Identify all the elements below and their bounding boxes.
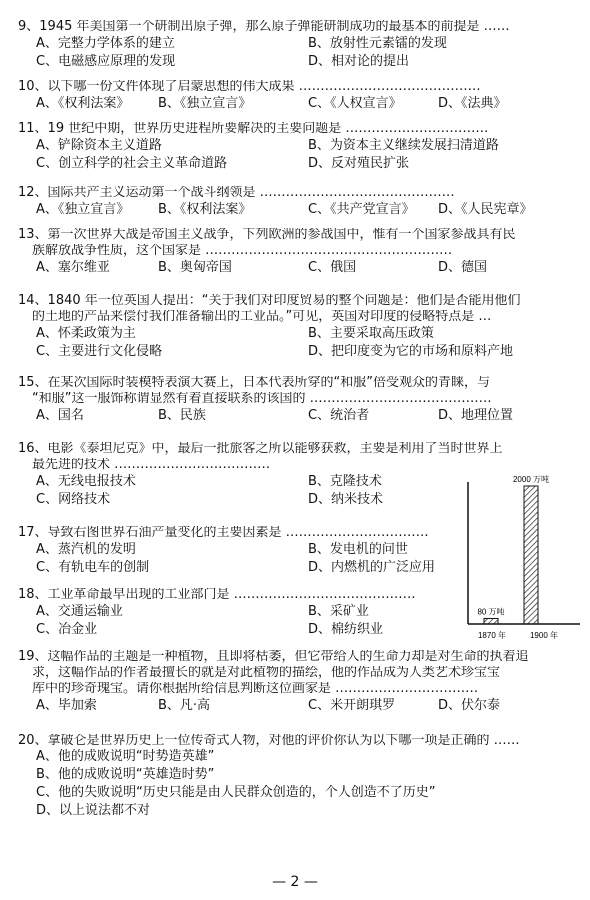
option-d[interactable]: D、纳米技术 [308, 492, 384, 507]
option-d[interactable]: D、相对论的提出 [308, 54, 410, 69]
chart-data-label-high: 2000 万吨 [512, 475, 550, 484]
option-c[interactable]: C、电磁感应原理的发现 [36, 54, 176, 69]
option-d[interactable]: D、《人民宪章》 [438, 202, 533, 217]
options-row [18, 36, 578, 54]
option-b[interactable]: B、为资本主义继续发展扫清道路 [308, 138, 499, 153]
option-b[interactable]: B、凡·高 [158, 698, 211, 713]
question-stem: 10、以下哪一份文件体现了启蒙思想的伟大成果 …………………………………… [18, 80, 481, 94]
option-d[interactable]: D、内燃机的广泛应用 [308, 560, 436, 575]
question-19 [18, 650, 578, 716]
option-b[interactable]: B、《权利法案》 [158, 202, 252, 217]
option-d[interactable]: D、伏尔泰 [438, 698, 501, 713]
option-a[interactable]: A、交通运输业 [36, 604, 123, 619]
option-c[interactable]: C、统治者 [308, 408, 370, 423]
option-b[interactable]: B、采矿业 [308, 604, 369, 619]
option-a[interactable]: A、怀柔政策为主 [36, 326, 136, 341]
option-a[interactable]: A、无线电报技术 [36, 474, 136, 489]
question-12 [18, 186, 578, 220]
options-row [18, 260, 578, 278]
option-d[interactable]: D、反对殖民扩张 [308, 156, 410, 171]
options-row [18, 156, 578, 174]
options-row [18, 96, 578, 114]
option-a[interactable]: A、《权利法案》 [36, 96, 130, 111]
question-stem-cont: 最先进的技术 ……………………………… [32, 458, 271, 472]
question-15 [18, 376, 578, 426]
question-14 [18, 294, 578, 362]
option-a[interactable]: A、毕加索 [36, 698, 97, 713]
option-a[interactable]: A、他的成败说明“时势造英雄” [36, 749, 215, 764]
options-row [18, 138, 578, 156]
question-stem: 19、这幅作品的主题是一种植物，且即将枯萎，但它带给人的生命力却是对生命的执着追 [18, 650, 529, 664]
option-a[interactable]: A、蒸汽机的发明 [36, 542, 136, 557]
question-20 [18, 734, 578, 822]
option-d[interactable]: D、德国 [438, 260, 488, 275]
question-stem: 20、拿破仑是世界历史上一位传奇式人物，对他的评价你认为以下哪一项是正确的 …… [18, 734, 520, 748]
question-stem: 9、1945 年美国第一个研制出原子弹，那么原子弹能研制成功的最基本的前提是 …… [18, 20, 510, 34]
option-c[interactable]: C、创立科学的社会主义革命道路 [36, 156, 228, 171]
option-b[interactable]: B、他的成败说明“英雄造时势” [36, 767, 215, 782]
option-c[interactable]: C、网络技术 [36, 492, 111, 507]
option-c[interactable]: C、米开朗琪罗 [308, 698, 396, 713]
option-a[interactable]: A、国名 [36, 408, 84, 423]
question-stem-cont: 求，这幅作品的作者最擅长的就是对此植物的描绘，他的作品成为人类艺术珍宝宝 [32, 666, 501, 680]
option-d[interactable]: D、棉纺织业 [308, 622, 384, 637]
options-row [18, 326, 578, 344]
option-a[interactable]: A、《独立宣言》 [36, 202, 130, 217]
chart-tick-1900: 1900 年 [529, 631, 559, 640]
oil-production-chart [462, 474, 582, 644]
option-d[interactable]: D、把印度变为它的市场和原料产地 [308, 344, 514, 359]
options-row [18, 344, 578, 362]
option-b[interactable]: B、《独立宣言》 [158, 96, 252, 111]
option-b[interactable]: B、放射性元素镭的发现 [308, 36, 447, 51]
question-stem: 11、19 世纪中期，世界历史进程所要解决的主要问题是 …………………………… [18, 122, 489, 136]
chart-bar-1870 [484, 618, 498, 624]
question-stem: 14、1840 年一位英国人提出：“关于我们对印度贸易的整个问题是：他们是否能用他们 [18, 294, 521, 308]
question-11 [18, 122, 578, 174]
page-number: — 2 — [272, 874, 318, 890]
option-c[interactable]: C、冶金业 [36, 622, 98, 637]
option-c[interactable]: C、《共产党宣言》 [308, 202, 415, 217]
question-10 [18, 80, 578, 114]
question-stem-cont: “和服”这一服饰称谓显然有着直接联系的该国的 …………………………………… [32, 392, 492, 406]
option-b[interactable]: B、主要采取高压政策 [308, 326, 434, 341]
option-d[interactable]: D、《法典》 [438, 96, 507, 111]
question-stem-cont: 的土地的产品来偿付我们准备输出的工业品。”可见，英国对印度的侵略特点是 … [32, 310, 492, 324]
chart-data-label-low: 80 万吨 [477, 607, 505, 617]
options-row [18, 202, 578, 220]
option-b[interactable]: B、民族 [158, 408, 206, 423]
option-a[interactable]: A、铲除资本主义道路 [36, 138, 162, 153]
options-row [18, 698, 578, 716]
question-stem: 12、国际共产主义运动第一个战斗纲领是 ……………………………………… [18, 186, 455, 200]
question-stem: 16、电影《泰坦尼克》中，最后一批旅客之所以能够获救，主要是利用了当时世界上 [18, 442, 503, 456]
chart-bar-1900 [524, 486, 538, 624]
option-a[interactable]: A、完整力学体系的建立 [36, 36, 175, 51]
question-13 [18, 228, 578, 278]
option-a[interactable]: A、塞尔维亚 [36, 260, 110, 275]
question-stem: 18、工业革命最早出现的工业部门是 …………………………………… [18, 588, 416, 602]
option-d[interactable]: D、地理位置 [438, 408, 514, 423]
question-stem: 17、导致右图世界石油产量变化的主要因素是 …………………………… [18, 526, 429, 540]
question-stem: 13、第一次世界大战是帝国主义战争，下列欧洲的参战国中，惟有一个国家参战具有民 [18, 228, 516, 242]
question-stem: 15、在某次国际时装模特表演大赛上，日本代表所穿的“和服”倍受观众的青睐，与 [18, 376, 491, 390]
options-row [18, 54, 578, 72]
option-b[interactable]: B、克隆技术 [308, 474, 382, 489]
option-c[interactable]: C、俄国 [308, 260, 357, 275]
option-c[interactable]: C、主要进行文化侵略 [36, 344, 163, 359]
options-row [18, 408, 578, 426]
option-b[interactable]: B、发电机的问世 [308, 542, 408, 557]
question-stem-cont: 库中的珍奇瑰宝。请你根据所给信息判断这位画家是 …………………………… [32, 682, 479, 696]
option-c[interactable]: C、有轨电车的创制 [36, 560, 150, 575]
option-c[interactable]: C、他的失败说明“历史只能是由人民群众创造的，个人创造不了历史” [36, 785, 436, 800]
option-d[interactable]: D、以上说法都不对 [36, 803, 151, 818]
option-b[interactable]: B、奥匈帝国 [158, 260, 232, 275]
option-c[interactable]: C、《人权宣言》 [308, 96, 402, 111]
question-9 [18, 20, 578, 72]
question-stem-cont: 族解放战争性质，这个国家是 ………………………………………………… [32, 244, 453, 258]
chart-tick-1870: 1870 年 [477, 631, 507, 640]
